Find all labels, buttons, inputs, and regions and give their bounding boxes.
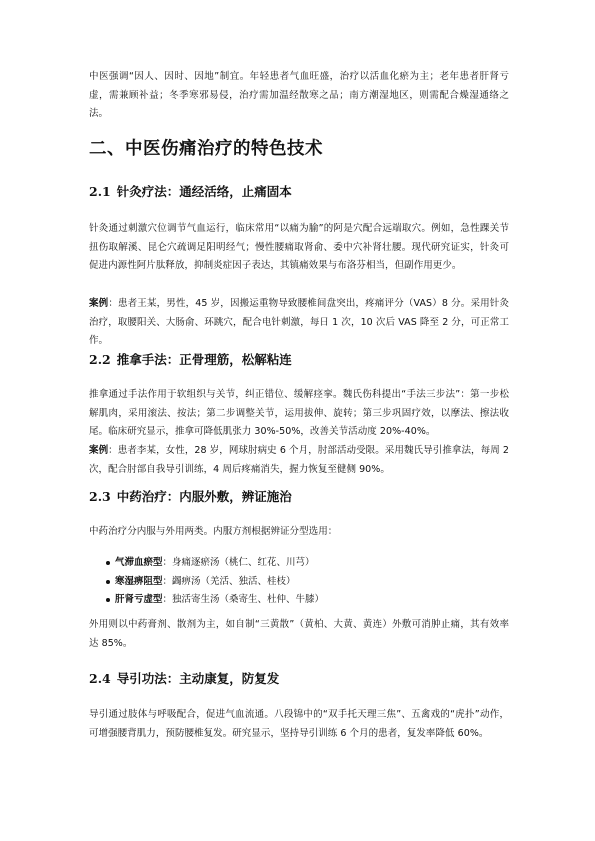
subsection-body-2-4: 导引通过肢体与呼吸配合，促进气血流通。八段锦中的“双手托天理三焦”、五禽戏的“虎扑”动作，可增强腰背肌力，预防腰椎复发。研究显示，坚持导引训练 6 个月的患者，复发率降低 60%。 <box>89 709 509 739</box>
list-item <box>115 591 535 610</box>
subsection-number: 2.1 <box>89 184 111 199</box>
subsection-heading-2-1 <box>89 183 292 201</box>
list-item-label: 寒湿痹阻型 <box>115 575 163 587</box>
section-title: 二、中医伤痛治疗的特色技术 <box>89 139 323 159</box>
case-text: ：患者王某，男性，45 岁，因搬运重物导致腰椎间盘突出，疼痛评分（VAS）8 分。采用针灸治疗，取腰阳关、大肠俞、环跳穴，配合电针刺激，每日 1 次，10 次后 VAS 降至 2 分，可正常工作。 <box>89 298 509 347</box>
subsection-heading-2-4 <box>89 670 279 688</box>
subsection-title: 中药治疗：内服外敷，辨证施治 <box>116 489 292 504</box>
list-item-text: ：身痛逐瘀汤（桃仁、红花、川芎） <box>162 557 315 568</box>
subsection-title: 推拿手法：正骨理筋，松解粘连 <box>116 352 292 367</box>
subsection-title: 针灸疗法：通经活络，止痛固本 <box>116 184 292 199</box>
subsection-body-2-1: 针灸通过刺激穴位调节气血运行，临床常用“以痛为腧”的阿是穴配合远端取穴。例如，急性踝关节扭伤取解溪、昆仑穴疏调足阳明经气；慢性腰痛取肾俞、委中穴补肾壮腰。现代研究证实，针灸可促进内源性阿片肽释放，抑制炎症因子表达，其镇痛效果与布洛芬相当，但副作用更少。 <box>89 223 509 272</box>
subsection-number: 2.3 <box>89 489 111 504</box>
document-page <box>89 68 509 768</box>
subsection-heading-2-3 <box>89 488 292 506</box>
list-item-text: ：独活寄生汤（桑寄生、杜仲、牛膝） <box>162 594 325 606</box>
subsection-body-2-2: 推拿通过手法作用于软组织与关节，纠正错位、缓解痉挛。魏氏伤科提出“手法三步法”：第一步松解肌肉，采用滚法、按法；第二步调整关节，运用拔伸、旋转；第三步巩固疗效，以摩法、擦法收尾。临床研究显示，推拿可降低肌张力 30%-50%，改善关节活动度 20%-40%。 <box>89 389 509 438</box>
subsection-after-2-3: 外用则以中药膏剂、散剂为主，如自制“三黄散”（黄柏、大黄、黄连）外敷可消肿止痛，其有效率达 85%。 <box>89 619 509 649</box>
list-item <box>115 554 535 573</box>
formula-list <box>89 554 535 610</box>
case-label: 案例 <box>89 298 109 309</box>
subsection-heading-2-2 <box>89 351 292 369</box>
case-label: 案例 <box>89 445 109 456</box>
intro-paragraph: 中医强调“因人、因时、因地”制宜。年轻患者气血旺盛，治疗以活血化瘀为主；老年患者肝肾亏虚，需兼顾补益；冬季寒邪易侵，治疗需加温经散寒之品；南方潮湿地区，则需配合燥湿通络之法。 <box>89 71 509 120</box>
bullet-icon <box>106 561 110 565</box>
list-item <box>115 573 535 592</box>
subsection-number: 2.4 <box>89 671 111 686</box>
case-paragraph-2-2 <box>89 442 509 479</box>
case-text: ：患者李某，女性，28 岁，网球肘病史 6 个月，肘部活动受限。采用魏氏导引推拿法，每周 2 次，配合肘部自我导引训练，4 周后疼痛消失，握力恢复至健侧 90%。 <box>89 445 509 475</box>
subsection-number: 2.2 <box>89 352 111 367</box>
list-item-label: 气滞血瘀型 <box>115 557 163 568</box>
list-item-text: ：蠲痹汤（羌活、独活、桂枝） <box>162 575 296 587</box>
bullet-icon <box>106 598 110 602</box>
subsection-lead-2-3: 中药治疗分内服与外用两类。内服方剂根据辨证分型选用： <box>89 526 338 537</box>
bullet-icon <box>106 580 110 584</box>
list-item-label: 肝肾亏虚型 <box>115 594 163 606</box>
case-paragraph-2-1 <box>89 295 509 351</box>
subsection-title: 导引功法：主动康复，防复发 <box>116 671 280 686</box>
